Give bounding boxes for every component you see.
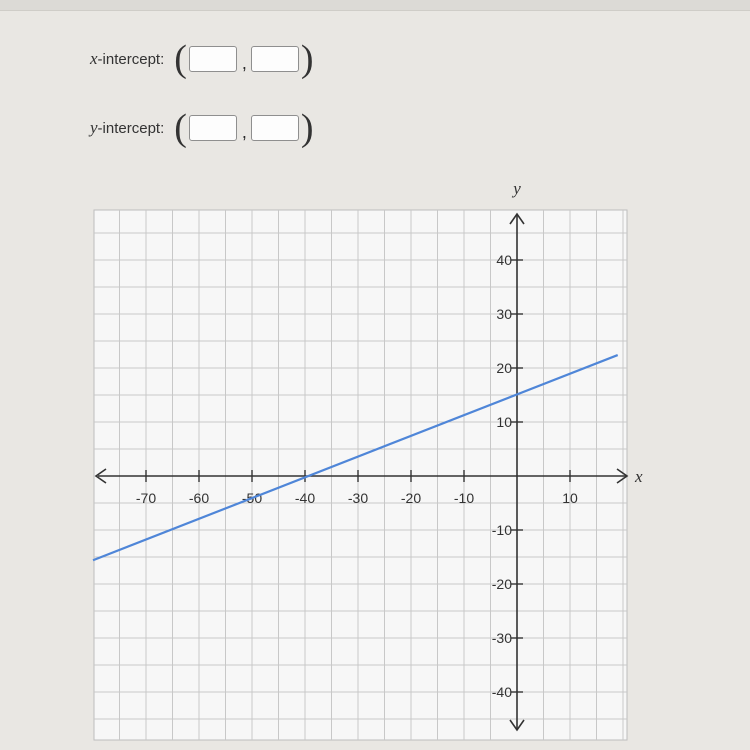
x-tick-label: 10 <box>562 490 578 506</box>
open-paren: ( <box>174 107 187 149</box>
x-tick-label: -20 <box>400 490 422 506</box>
y-tick-label: -20 <box>491 576 512 592</box>
x-tick-label: -10 <box>453 490 475 506</box>
graph-background <box>94 210 627 740</box>
y-tick-label: 20 <box>496 360 512 376</box>
x-tick-label: -70 <box>135 490 157 506</box>
y-tick-label: -30 <box>491 630 512 646</box>
x-tick-label: -40 <box>294 490 316 506</box>
y-tick-label: -40 <box>491 684 512 700</box>
y-tick-label: 30 <box>496 306 512 322</box>
close-paren: ) <box>300 107 314 149</box>
x-axis-label: x <box>635 467 643 486</box>
x-tick-label: -30 <box>347 490 369 506</box>
close-paren: ) <box>300 38 314 80</box>
y-tick-label: 10 <box>496 414 512 430</box>
y-axis-label: y <box>513 179 521 198</box>
x-intercept-label: x-intercept: <box>90 49 165 68</box>
comma: , <box>241 121 247 142</box>
y-intercept-label: y-intercept: <box>90 118 165 137</box>
x-tick-label: -50 <box>241 490 263 506</box>
x-tick-label: -60 <box>188 490 210 506</box>
y-tick-label: 40 <box>496 252 512 268</box>
y-tick-label: -10 <box>491 522 512 538</box>
comma: , <box>241 52 247 73</box>
open-paren: ( <box>174 38 187 80</box>
